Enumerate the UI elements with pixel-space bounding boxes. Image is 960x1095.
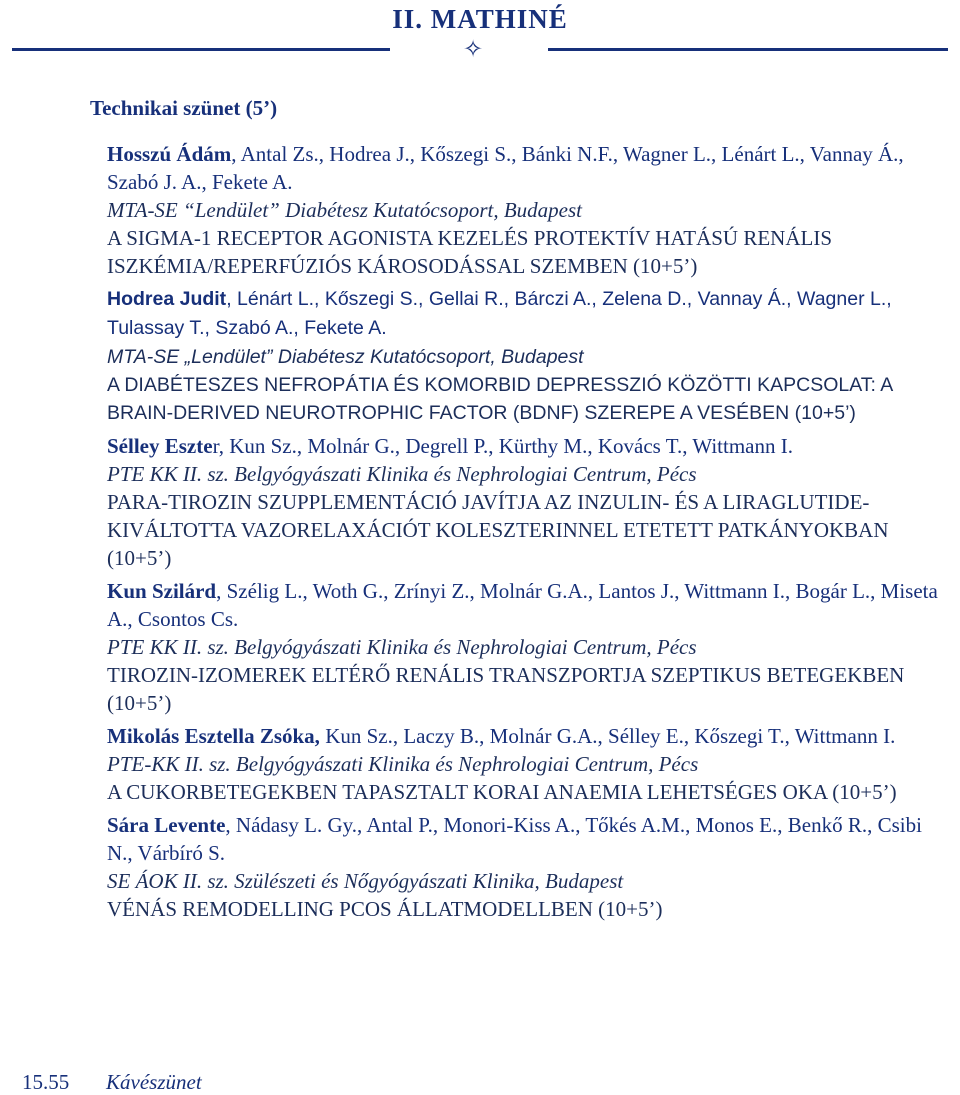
presenter-name: Hosszú Ádám — [107, 142, 232, 166]
talk-authors — [107, 140, 947, 196]
coffee-break-label: Kávészünet — [106, 1070, 202, 1094]
talk-item — [107, 285, 947, 427]
talk-title: A SIGMA-1 RECEPTOR AGONISTA KEZELÉS PROTEKTÍV HATÁSÚ RENÁLIS ISZKÉMIA/REPERFÚZIÓS KÁROSODÁSSAL SZEMBEN (10+5’) — [107, 226, 832, 278]
coauthors: , Nádasy L. Gy., Antal P., Monori-Kiss A., Tőkés A.M., Monos E., Benkő R., Csibi N., Várbíró S. — [107, 813, 922, 865]
coauthors: , Lénárt L., Kőszegi S., Gellai R., Bárczi A., Zelena D., Vannay Á., Wagner L., Tulassay T., Szabó A., Fekete A. — [107, 288, 892, 339]
talk-institution: MTA-SE „Lendület” Diabétesz Kutatócsoport, Budapest — [107, 346, 584, 368]
coauthors: Kun Sz., Laczy B., Molnár G.A., Sélley E., Kőszegi T., Wittmann I. — [319, 724, 896, 748]
presenter-name: Hodrea Judit — [107, 288, 227, 310]
presenter-name: Kun Szilárd — [107, 579, 217, 603]
talk-item — [107, 811, 947, 923]
talk-institution: SE ÁOK II. sz. Szülészeti és Nőgyógyászati Klinika, Budapest — [107, 869, 624, 893]
star-ornament-icon: ✧ — [462, 37, 484, 63]
coauthors: , Antal Zs., Hodrea J., Kőszegi S., Bánki N.F., Wagner L., Lénárt L., Vannay Á., Szabó J. A., Fekete A. — [107, 142, 904, 194]
talk-title: A DIABÉTESZES NEFROPÁTIA ÉS KOMORBID DEPRESSZIÓ KÖZÖTTI KAPCSOLAT: A BRAIN-DERIVED NEUROTROPHIC FACTOR (BDNF) SZEREPE A VESÉBEN (10+5’) — [107, 374, 893, 424]
talk-item — [107, 577, 947, 717]
header-rule-right — [548, 48, 948, 51]
talk-title: A CUKORBETEGEKBEN TAPASZTALT KORAI ANAEMIA LEHETSÉGES OKA (10+5’) — [107, 780, 897, 804]
technical-break: Technikai szünet (5’) — [90, 96, 278, 120]
coffee-break-row — [22, 1070, 202, 1095]
talk-title: TIROZIN-IZOMEREK ELTÉRŐ RENÁLIS TRANSZPORTJA SZEPTIKUS BETEGEKBEN (10+5’) — [107, 663, 905, 715]
talk-institution: MTA-SE “Lendület” Diabétesz Kutatócsoport, Budapest — [107, 198, 583, 222]
header-rule-left — [12, 48, 390, 51]
presenter-name: Sélley Eszte — [107, 434, 213, 458]
coffee-break-time: 15.55 — [22, 1070, 70, 1094]
talk-authors — [107, 285, 947, 343]
coauthors: r, Kun Sz., Molnár G., Degrell P., Kürthy M., Kovács T., Wittmann I. — [212, 434, 793, 458]
talk-list — [107, 140, 947, 928]
talk-title: VÉNÁS REMODELLING PCOS ÁLLATMODELLBEN (10+5’) — [107, 897, 663, 921]
coauthors: , Szélig L., Woth G., Zrínyi Z., Molnár G.A., Lantos J., Wittmann I., Bogár L., Miseta A., Csontos Cs. — [107, 579, 938, 631]
talk-institution: PTE KK II. sz. Belgyógyászati Klinika és Nephrologiai Centrum, Pécs — [107, 635, 697, 659]
presenter-name: Mikolás Esztella Zsóka, — [107, 724, 320, 748]
talk-title: PARA-TIROZIN SZUPPLEMENTÁCIÓ JAVÍTJA AZ INZULIN- ÉS A LIRAGLUTIDE-KIVÁLTOTTA VAZORELAXÁCIÓT KOLESZTERINNEL ETETETT PATKÁNYOKBAN (10+5’) — [107, 490, 889, 570]
talk-item — [107, 432, 947, 572]
talk-authors — [107, 722, 947, 750]
talk-institution: PTE-KK II. sz. Belgyógyászati Klinika és Nephrologiai Centrum, Pécs — [107, 752, 699, 776]
talk-item — [107, 722, 947, 806]
talk-authors — [107, 577, 947, 633]
talk-item — [107, 140, 947, 280]
talk-authors — [107, 811, 947, 867]
session-title: II. MATHINÉ — [392, 4, 568, 34]
presenter-name: Sára Levente — [107, 813, 226, 837]
talk-authors — [107, 432, 947, 460]
talk-institution: PTE KK II. sz. Belgyógyászati Klinika és Nephrologiai Centrum, Pécs — [107, 462, 697, 486]
